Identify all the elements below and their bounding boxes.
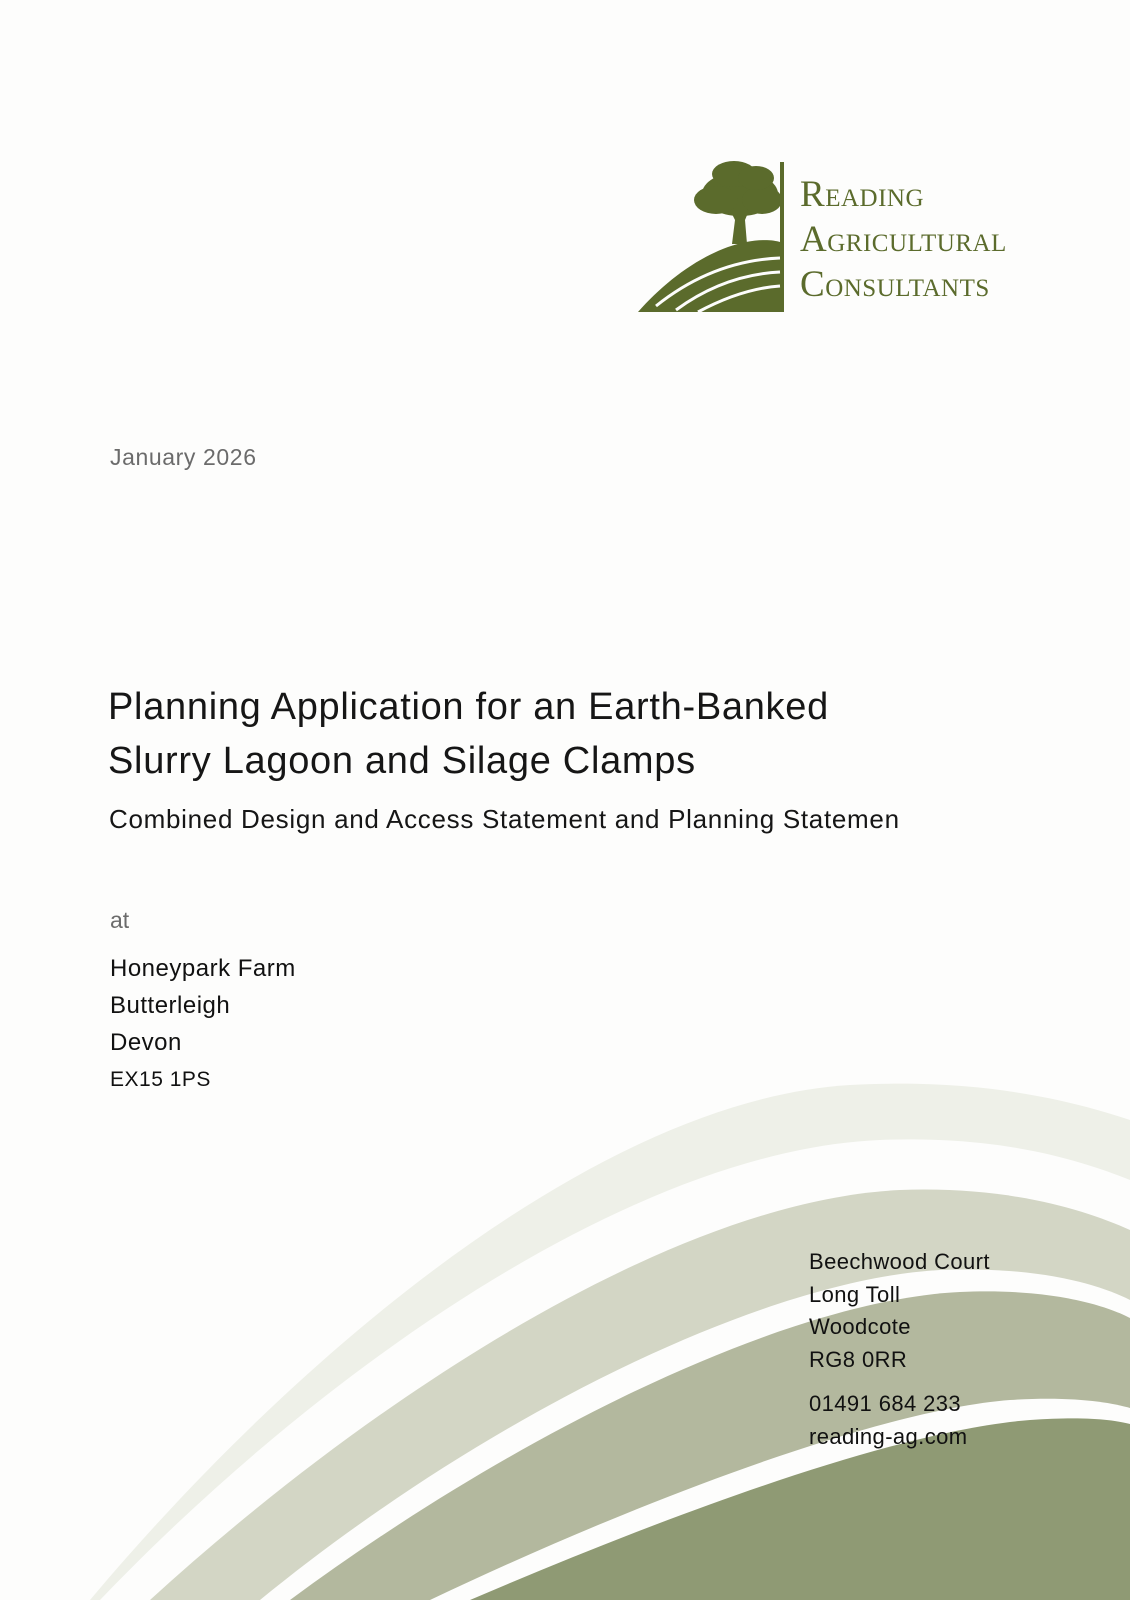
document-subtitle: Combined Design and Access Statement and Planning Statemen	[109, 804, 900, 834]
site-postcode: EX15 1PS	[110, 1068, 211, 1091]
at-label: at	[110, 907, 130, 933]
company-address-line-3: Woodcote	[809, 1314, 911, 1339]
company-website-link[interactable]: reading-ag.com	[809, 1423, 968, 1449]
company-name-line-2: AGRICULTURAL	[800, 219, 1007, 260]
company-name	[800, 174, 1007, 309]
company-contact-block	[809, 1246, 990, 1453]
company-phone: 01491 684 233	[809, 1391, 962, 1416]
company-logo	[636, 160, 1056, 315]
document-title-line-2: Slurry Lagoon and Silage Clamps	[108, 740, 696, 782]
document-title-line-1: Planning Application for an Earth-Banked	[108, 686, 829, 728]
company-postcode: RG8 0RR	[809, 1346, 908, 1372]
tree-on-hill-icon	[636, 160, 786, 315]
site-address-line-1: Honeypark Farm	[110, 955, 296, 982]
site-address-line-2: Butterleigh	[110, 992, 231, 1019]
site-address	[110, 950, 296, 1098]
company-name-line-1: READING	[800, 174, 925, 215]
document-date: January 2026	[110, 444, 257, 470]
company-address-line-2: Long Toll	[809, 1281, 901, 1307]
company-address-line-1: Beechwood Court	[809, 1249, 990, 1274]
company-name-line-3: CONSULTANTS	[800, 264, 990, 305]
document-title	[108, 680, 1008, 788]
site-address-line-3: Devon	[110, 1029, 182, 1056]
